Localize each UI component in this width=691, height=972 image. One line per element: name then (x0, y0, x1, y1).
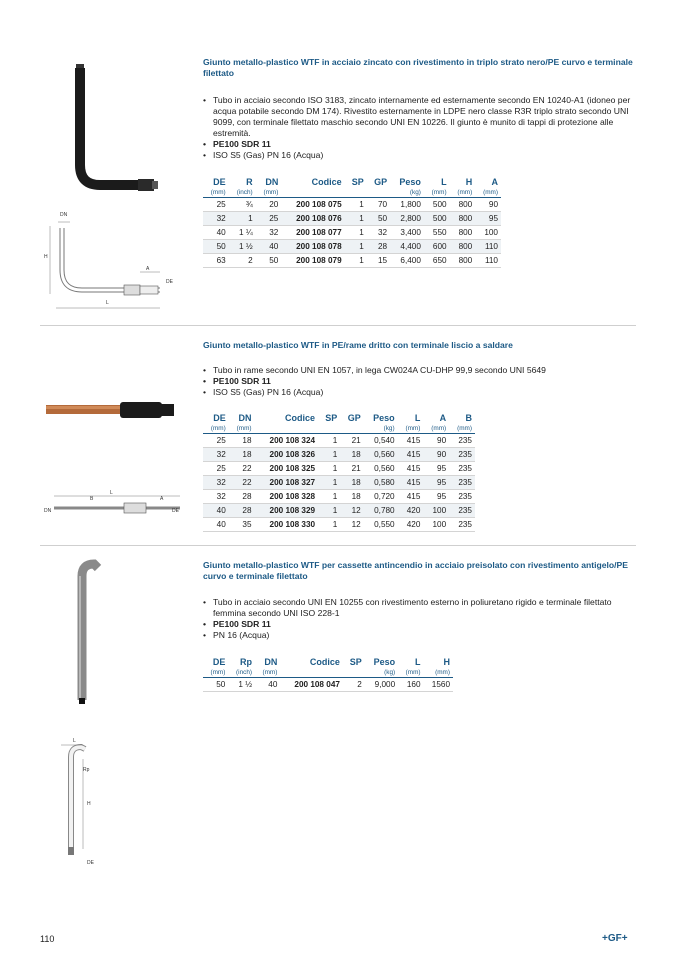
column-header: DN (238, 413, 252, 423)
column-unit (281, 188, 344, 198)
column-unit (280, 668, 343, 678)
table-cell: 70 (367, 198, 390, 212)
table-cell: 1560 (424, 678, 453, 692)
table-cell: 0,540 (364, 434, 398, 448)
table-cell: 18 (340, 490, 363, 504)
product-code-cell: 200 108 324 (255, 434, 319, 448)
column-header: Peso (373, 413, 395, 423)
table-cell: 235 (449, 490, 475, 504)
column-unit: (mm) (424, 668, 453, 678)
table-row (203, 448, 475, 462)
spec-item: • Tubo in acciaio secondo ISO 3183, zincato internamente ed esternamente secondo EN 10240-A1 (idoneo per acqua potabile secondo DM 174). Rivestito esternamente in LDPE nero classe R3R triplo strato secondo UNI 9099, con terminale filettato maschio secondo UNI EN 10226. Il giunto è munito di tappi di protezione alle estremità. (203, 95, 633, 139)
product-title-1: Giunto metallo-plastico WTF in acciaio zincato con rivestimento in triplo strato nero/PE curvo e terminale filettato (203, 57, 633, 78)
drawing-label-de: DE (166, 279, 173, 285)
product-code-cell: 200 108 329 (255, 504, 319, 518)
table-cell: 1,800 (390, 198, 424, 212)
table-cell: 18 (229, 434, 255, 448)
table-cell: 1 (318, 476, 340, 490)
table-row (203, 240, 501, 254)
table-cell: 235 (449, 504, 475, 518)
table-cell: 1 (318, 504, 340, 518)
spec-table-2 (203, 412, 475, 532)
technical-drawing-2 (40, 490, 190, 520)
column-header: DE (212, 657, 226, 667)
table-cell: 415 (398, 490, 424, 504)
column-unit: (mm) (398, 424, 424, 434)
column-unit (367, 188, 390, 198)
spec-item: • PN 16 (Acqua) (203, 630, 633, 641)
column-header: SP (325, 413, 338, 423)
column-unit: (mm) (203, 424, 229, 434)
column-header: L (414, 413, 421, 423)
product-code-cell: 200 108 077 (281, 226, 344, 240)
table-cell: 21 (340, 462, 363, 476)
spec-item: • ISO S5 (Gas) PN 16 (Acqua) (203, 150, 633, 161)
table-cell: 2 (343, 678, 365, 692)
column-unit: (mm) (203, 188, 229, 198)
column-header: Codice (309, 657, 340, 667)
column-unit (255, 424, 319, 434)
table-cell: 28 (229, 490, 255, 504)
table-cell: 1 ½ (228, 678, 255, 692)
table-cell: 28 (229, 504, 255, 518)
table-cell: 40 (203, 504, 229, 518)
column-header: Peso (373, 657, 396, 667)
table-cell: 0,560 (364, 448, 398, 462)
column-unit (343, 668, 365, 678)
table-row (203, 504, 475, 518)
spec-item: • ISO S5 (Gas) PN 16 (Acqua) (203, 387, 633, 398)
table-cell: 235 (449, 434, 475, 448)
section-divider (40, 325, 636, 326)
drawing-label-h: H (87, 801, 91, 807)
table-cell: 235 (449, 448, 475, 462)
column-unit: (mm) (256, 188, 282, 198)
table-cell: 1 (229, 212, 256, 226)
spec-item: • Tubo in acciaio secondo UNI EN 10255 con rivestimento esterno in poliuretano rigido e terminale filettato femmina secondo UNI ISO 228-1 (203, 597, 633, 619)
drawing-label-l: L (110, 490, 113, 496)
column-header: A (491, 177, 498, 187)
column-unit: (mm) (475, 188, 501, 198)
table-cell: 3,400 (390, 226, 424, 240)
product-title-3: Giunto metallo-plastico WTF per cassette antincendio in acciaio preisolato con rivestimento antigelo/PE curvo e terminale filettato (203, 560, 628, 581)
product-code-cell: 200 108 325 (255, 462, 319, 476)
column-unit: (inch) (228, 668, 255, 678)
table-cell: 110 (475, 240, 501, 254)
table-cell: 800 (450, 212, 476, 226)
table-cell: 95 (475, 212, 501, 226)
table-cell: 40 (203, 226, 229, 240)
table-cell: 1 ½ (229, 240, 256, 254)
table-cell: ¾ (229, 198, 256, 212)
column-header: DE (213, 177, 226, 187)
table-cell: 100 (475, 226, 501, 240)
table-cell: 40 (256, 240, 282, 254)
table-cell: 4,400 (390, 240, 424, 254)
table-cell: 0,580 (364, 476, 398, 490)
gf-logo: +GF+ (602, 933, 628, 944)
spec-item: • PE100 SDR 11 (203, 139, 633, 150)
column-unit: (mm) (423, 424, 449, 434)
spec-table-1 (203, 176, 501, 268)
column-header: DN (265, 177, 279, 187)
table-cell: 100 (423, 504, 449, 518)
table-cell: 235 (449, 462, 475, 476)
table-cell: 420 (398, 518, 424, 532)
table-cell: 95 (423, 490, 449, 504)
column-header: SP (349, 657, 362, 667)
table-cell: 415 (398, 476, 424, 490)
column-header: Codice (311, 177, 342, 187)
table-cell: 1 (318, 434, 340, 448)
table-cell: 1 ¼ (229, 226, 256, 240)
table-cell: 1 (318, 518, 340, 532)
table-cell: 15 (367, 254, 390, 268)
column-unit: (mm) (449, 424, 475, 434)
spec-list-3 (203, 597, 633, 641)
column-header: L (415, 657, 421, 667)
table-cell: 100 (423, 518, 449, 532)
table-cell: 1 (345, 198, 367, 212)
column-header: DE (213, 413, 226, 423)
product-photo-bent-black-pipe (60, 60, 160, 200)
column-header: Rp (240, 657, 253, 667)
table-cell: 25 (256, 212, 282, 226)
spec-item: • PE100 SDR 11 (203, 619, 633, 630)
table-cell: 2,800 (390, 212, 424, 226)
table-cell: 1 (318, 448, 340, 462)
table-cell: 50 (256, 254, 282, 268)
table-row (203, 518, 475, 532)
table-cell: 1 (318, 490, 340, 504)
table-cell: 12 (340, 518, 363, 532)
table-cell: 110 (475, 254, 501, 268)
table-cell: 800 (450, 198, 476, 212)
drawing-label-dn: DN (60, 212, 68, 218)
drawing-label-l: L (73, 738, 76, 744)
table-cell: 90 (423, 434, 449, 448)
section-divider (40, 545, 636, 546)
column-header: B (465, 413, 472, 423)
table-cell: 500 (424, 198, 450, 212)
table-cell: 95 (423, 462, 449, 476)
drawing-label-dn: DN (44, 508, 52, 514)
table-cell: 235 (449, 518, 475, 532)
product-code-cell: 200 108 047 (280, 678, 343, 692)
column-header: H (465, 177, 473, 187)
table-cell: 6,400 (390, 254, 424, 268)
column-header: L (441, 177, 447, 187)
table-row (203, 434, 475, 448)
column-unit: (kg) (390, 188, 424, 198)
table-cell: 2 (229, 254, 256, 268)
table-cell: 415 (398, 462, 424, 476)
table-cell: 32 (367, 226, 390, 240)
spec-list-1 (203, 95, 633, 161)
table-cell: 32 (256, 226, 282, 240)
column-unit (345, 188, 367, 198)
table-row (203, 226, 501, 240)
column-unit: (kg) (365, 668, 398, 678)
drawing-label-a: A (160, 496, 164, 502)
table-row (203, 212, 501, 226)
product-code-cell: 200 108 075 (281, 198, 344, 212)
table-cell: 800 (450, 226, 476, 240)
column-unit: (kg) (364, 424, 398, 434)
spec-table-3 (203, 656, 453, 692)
product-code-cell: 200 108 326 (255, 448, 319, 462)
table-cell: 0,560 (364, 462, 398, 476)
drawing-label-rp: Rp (83, 767, 90, 773)
table-cell: 500 (424, 212, 450, 226)
table-cell: 18 (340, 476, 363, 490)
column-header: H (443, 657, 450, 667)
table-cell: 32 (203, 212, 229, 226)
drawing-label-l: L (106, 300, 109, 306)
table-cell: 25 (203, 434, 229, 448)
table-cell: 12 (340, 504, 363, 518)
table-cell: 1 (345, 254, 367, 268)
table-cell: 90 (423, 448, 449, 462)
drawing-label-a: A (146, 266, 150, 272)
drawing-label-b: B (90, 496, 94, 502)
column-unit (340, 424, 363, 434)
table-cell: 18 (340, 448, 363, 462)
table-cell: 160 (398, 678, 423, 692)
table-cell: 0,780 (364, 504, 398, 518)
table-cell: 0,720 (364, 490, 398, 504)
spec-list-2 (203, 365, 633, 398)
table-cell: 35 (229, 518, 255, 532)
spec-item: • Tubo in rame secondo UNI EN 1057, in lega CW024A CU-DHP 99,9 secondo UNI 5649 (203, 365, 633, 376)
column-unit: (mm) (398, 668, 423, 678)
column-unit: (inch) (229, 188, 256, 198)
column-header: A (439, 413, 447, 423)
table-cell: 21 (340, 434, 363, 448)
table-cell: 22 (229, 476, 255, 490)
product-title-2: Giunto metallo-plastico WTF in PE/rame dritto con terminale liscio a saldare (203, 340, 513, 350)
product-code-cell: 200 108 328 (255, 490, 319, 504)
technical-drawing-3 (55, 735, 115, 870)
table-cell: 90 (475, 198, 501, 212)
table-cell: 800 (450, 254, 476, 268)
table-row (203, 476, 475, 490)
table-cell: 50 (367, 212, 390, 226)
table-cell: 9,000 (365, 678, 398, 692)
product-photo-insulated-pipe (70, 560, 110, 710)
table-cell: 18 (229, 448, 255, 462)
column-header: DN (264, 657, 278, 667)
product-code-cell: 200 108 327 (255, 476, 319, 490)
table-cell: 1 (345, 226, 367, 240)
column-unit: (mm) (203, 668, 228, 678)
table-row (203, 198, 501, 212)
column-header: Peso (399, 177, 421, 187)
table-cell: 0,550 (364, 518, 398, 532)
column-unit: (mm) (255, 668, 280, 678)
table-cell: 550 (424, 226, 450, 240)
technical-drawing-1 (40, 208, 190, 308)
table-row (203, 462, 475, 476)
table-cell: 1 (345, 240, 367, 254)
column-header: Codice (285, 413, 316, 423)
table-cell: 32 (203, 476, 229, 490)
table-cell: 235 (449, 476, 475, 490)
table-cell: 415 (398, 448, 424, 462)
table-cell: 20 (256, 198, 282, 212)
table-cell: 600 (424, 240, 450, 254)
table-cell: 1 (345, 212, 367, 226)
product-photo-copper-pipe (44, 396, 184, 426)
column-header: GP (347, 413, 361, 423)
table-cell: 25 (203, 462, 229, 476)
column-header: R (246, 177, 253, 187)
table-cell: 415 (398, 434, 424, 448)
column-unit: (mm) (229, 424, 255, 434)
spec-item: • PE100 SDR 11 (203, 376, 633, 387)
product-code-cell: 200 108 079 (281, 254, 344, 268)
table-cell: 800 (450, 240, 476, 254)
column-unit (318, 424, 340, 434)
table-cell: 95 (423, 476, 449, 490)
table-cell: 50 (203, 240, 229, 254)
table-row (203, 490, 475, 504)
table-row (203, 678, 453, 692)
table-cell: 50 (203, 678, 228, 692)
product-code-cell: 200 108 078 (281, 240, 344, 254)
table-cell: 63 (203, 254, 229, 268)
table-cell: 40 (255, 678, 280, 692)
table-cell: 420 (398, 504, 424, 518)
column-unit: (mm) (450, 188, 476, 198)
table-cell: 1 (318, 462, 340, 476)
table-cell: 25 (203, 198, 229, 212)
column-header: SP (351, 177, 364, 187)
table-cell: 650 (424, 254, 450, 268)
table-row (203, 254, 501, 268)
column-unit: (mm) (424, 188, 450, 198)
page-number: 110 (40, 934, 55, 944)
product-code-cell: 200 108 330 (255, 518, 319, 532)
table-cell: 22 (229, 462, 255, 476)
table-cell: 32 (203, 448, 229, 462)
table-cell: 40 (203, 518, 229, 532)
table-cell: 32 (203, 490, 229, 504)
product-code-cell: 200 108 076 (281, 212, 344, 226)
table-cell: 28 (367, 240, 390, 254)
drawing-label-de: DE (87, 860, 94, 866)
drawing-label-de: DE (172, 508, 179, 514)
drawing-label-h: H (44, 254, 48, 260)
column-header: GP (374, 177, 388, 187)
